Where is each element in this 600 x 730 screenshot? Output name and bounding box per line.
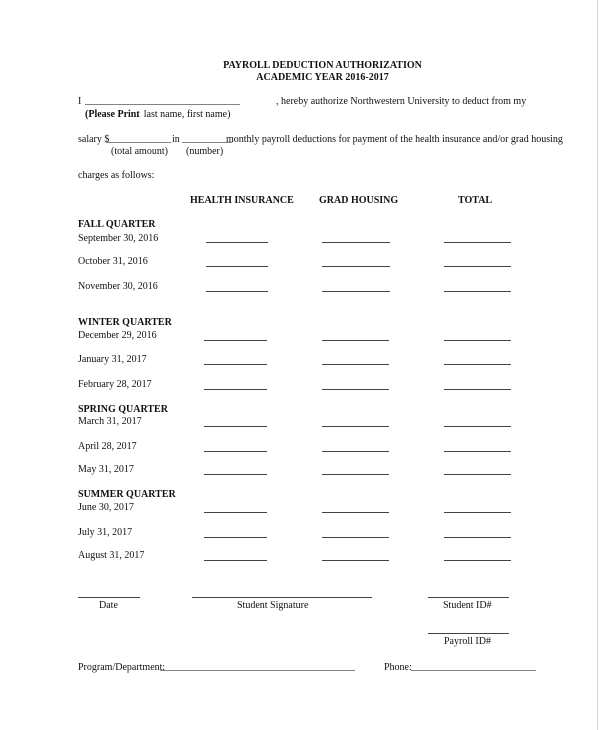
in-label: in <box>172 134 180 145</box>
total-amount-field[interactable] <box>444 389 511 390</box>
housing-amount-field[interactable] <box>322 266 390 267</box>
deduction-date: December 29, 2016 <box>78 330 157 341</box>
total-header: TOTAL <box>458 195 493 206</box>
monthly-text: monthly payroll deductions for payment of the health insurance and/or grad housing <box>226 134 563 145</box>
total-amount-hint: (total amount) <box>111 146 168 157</box>
health-amount-field[interactable] <box>206 291 268 292</box>
total-amount-field[interactable] <box>444 560 511 561</box>
total-amount-field[interactable] <box>444 537 511 538</box>
date-signature-line[interactable] <box>78 597 140 598</box>
total-amount-field[interactable] <box>444 426 511 427</box>
health-amount-field[interactable] <box>206 266 268 267</box>
deduction-date: June 30, 2017 <box>78 502 134 513</box>
charges-text: charges as follows: <box>78 170 155 181</box>
program-department-field[interactable]: _______________________________________ <box>160 661 355 672</box>
housing-amount-field[interactable] <box>322 426 389 427</box>
housing-amount-field[interactable] <box>322 242 390 243</box>
total-amount-field[interactable] <box>444 266 511 267</box>
deduction-count-field[interactable]: __________ <box>182 133 232 144</box>
please-print-label: (Please Print <box>85 109 140 120</box>
deduction-date: October 31, 2016 <box>78 256 148 267</box>
health-amount-field[interactable] <box>206 242 268 243</box>
i-label: I <box>78 96 82 107</box>
salary-label: salary $ <box>78 134 110 145</box>
housing-amount-field[interactable] <box>322 364 389 365</box>
authorize-text: , hereby authorize Northwestern University to deduct from my <box>276 96 527 107</box>
number-hint: (number) <box>186 146 224 157</box>
deduction-date: January 31, 2017 <box>78 354 147 365</box>
housing-amount-field[interactable] <box>322 389 389 390</box>
health-insurance-header: HEALTH INSURANCE <box>190 195 294 206</box>
deduction-date: July 31, 2017 <box>78 527 133 538</box>
total-amount-field[interactable] <box>444 291 511 292</box>
total-amount-field[interactable] <box>444 451 511 452</box>
health-amount-field[interactable] <box>204 474 267 475</box>
quarter-heading: SPRING QUARTER <box>78 404 168 415</box>
housing-amount-field[interactable] <box>322 451 389 452</box>
housing-amount-field[interactable] <box>322 560 389 561</box>
health-amount-field[interactable] <box>204 512 267 513</box>
phone-field[interactable]: _________________________ <box>411 661 536 672</box>
quarter-heading: WINTER QUARTER <box>78 317 172 328</box>
name-field[interactable]: _______________________________ <box>85 95 240 106</box>
housing-amount-field[interactable] <box>322 512 389 513</box>
student-id-label: Student ID# <box>443 600 492 611</box>
health-amount-field[interactable] <box>204 426 267 427</box>
quarter-heading: FALL QUARTER <box>78 219 156 230</box>
health-amount-field[interactable] <box>204 451 267 452</box>
quarter-heading: SUMMER QUARTER <box>78 489 176 500</box>
date-label: Date <box>99 600 118 611</box>
deduction-date: September 30, 2016 <box>78 233 159 244</box>
health-amount-field[interactable] <box>204 560 267 561</box>
please-print-hint: : last name, first name) <box>136 109 231 120</box>
health-amount-field[interactable] <box>204 340 267 341</box>
salary-amount-field[interactable]: _____________ <box>106 133 171 144</box>
payroll-id-line[interactable] <box>428 633 509 634</box>
housing-amount-field[interactable] <box>322 474 389 475</box>
deduction-date: August 31, 2017 <box>78 550 145 561</box>
phone-label: Phone: <box>384 662 412 673</box>
deduction-date: February 28, 2017 <box>78 379 152 390</box>
student-signature-label: Student Signature <box>237 600 309 611</box>
form-title: PAYROLL DEDUCTION AUTHORIZATION <box>223 60 422 71</box>
health-amount-field[interactable] <box>204 364 267 365</box>
total-amount-field[interactable] <box>444 512 511 513</box>
form-subtitle: ACADEMIC YEAR 2016-2017 <box>256 72 389 83</box>
total-amount-field[interactable] <box>444 474 511 475</box>
total-amount-field[interactable] <box>444 364 511 365</box>
deduction-date: November 30, 2016 <box>78 281 158 292</box>
health-amount-field[interactable] <box>204 537 267 538</box>
deduction-date: May 31, 2017 <box>78 464 134 475</box>
health-amount-field[interactable] <box>204 389 267 390</box>
deduction-date: March 31, 2017 <box>78 416 142 427</box>
payroll-id-label: Payroll ID# <box>444 636 491 647</box>
total-amount-field[interactable] <box>444 242 511 243</box>
housing-amount-field[interactable] <box>322 291 390 292</box>
housing-amount-field[interactable] <box>322 537 389 538</box>
grad-housing-header: GRAD HOUSING <box>319 195 399 206</box>
student-id-line[interactable] <box>428 597 509 598</box>
program-department-label: Program/Department: <box>78 662 166 673</box>
housing-amount-field[interactable] <box>322 340 389 341</box>
student-signature-line[interactable] <box>192 597 372 598</box>
deduction-date: April 28, 2017 <box>78 441 137 452</box>
total-amount-field[interactable] <box>444 340 511 341</box>
